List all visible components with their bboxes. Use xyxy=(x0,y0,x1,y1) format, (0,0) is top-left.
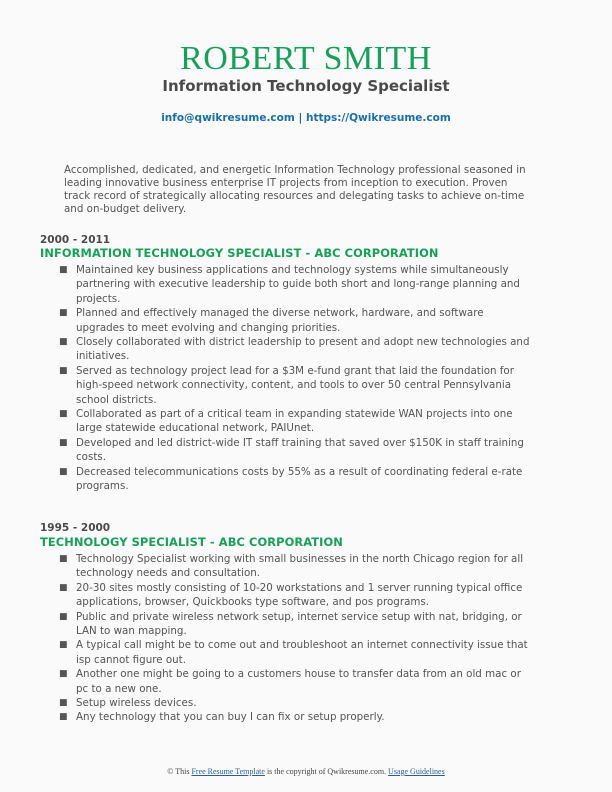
contact-separator: | xyxy=(298,112,303,124)
job-title: INFORMATION TECHNOLOGY SPECIALIST - ABC CORPORATION xyxy=(40,246,439,260)
bullet-icon: ■ xyxy=(59,308,68,319)
bullet-text: Developed and led district-wide IT staff training that saved over $150K in staff training costs. xyxy=(76,436,524,464)
job-dates: 2000 - 2011 xyxy=(40,234,111,246)
candidate-name: ROBERT SMITH xyxy=(180,40,432,77)
bullet-item xyxy=(0,581,530,610)
bullet-icon: ■ xyxy=(59,712,68,723)
bullet-text: Maintained key business applications and technology systems while simultaneously partnering with executive leadership to guide both short and long-range planning and projects. xyxy=(76,264,520,305)
bullet-icon: ■ xyxy=(59,409,68,420)
bullet-icon: ■ xyxy=(59,554,68,564)
job-title: TECHNOLOGY SPECIALIST - ABC CORPORATION xyxy=(40,535,343,549)
bullet-icon: ■ xyxy=(59,611,68,622)
bullet-item xyxy=(0,263,530,306)
email-link[interactable]: info@qwikresume.com xyxy=(161,112,295,124)
bullet-icon: ■ xyxy=(59,265,68,275)
website-link[interactable]: https://Qwikresume.com xyxy=(305,112,451,124)
bullet-icon: ■ xyxy=(59,365,68,376)
bullet-text: Any technology that you can buy I can fix or setup properly. xyxy=(76,711,385,724)
bullet-item xyxy=(0,696,530,710)
bullet-text: Technology Specialist working with small businesses in the north Chicago region for all technology needs and consultation. xyxy=(76,553,524,580)
summary-paragraph: Accomplished, dedicated, and energetic Information Technology professional seasoned in leading innovative business enterprise IT projects from inception to execution. Proven track record of strategically allocating resources and delegating tasks to achieve on-time and on-budget delivery. xyxy=(64,164,526,215)
bullet-text: Decreased telecommunications costs by 55% as a result of coordinating federal e-rate programs. xyxy=(76,465,523,493)
job-bullets xyxy=(0,552,530,725)
footer-copyright xyxy=(0,767,612,777)
bullet-icon: ■ xyxy=(59,640,68,651)
bullet-text: Setup wireless devices. xyxy=(76,697,197,710)
bullet-text: Another one might be going to a customers house to transfer data from an old mac or pc to a new one. xyxy=(76,668,521,695)
bullet-item xyxy=(0,465,530,494)
bullet-icon: ■ xyxy=(59,669,68,680)
bullet-item xyxy=(0,638,530,667)
bullet-item xyxy=(0,667,530,696)
bullet-item xyxy=(0,364,530,407)
footer-middle: is the copyright of Qwikresume.com. xyxy=(266,767,387,776)
bullet-icon: ■ xyxy=(59,698,68,709)
bullet-icon: ■ xyxy=(59,582,68,593)
bullet-item xyxy=(0,407,530,436)
bullet-text: Collaborated as part of a critical team in expanding statewide WAN projects into one large statewide educational network, PAIUnet. xyxy=(76,408,513,435)
bullet-item xyxy=(0,335,530,364)
bullet-item xyxy=(0,306,530,335)
usage-guidelines-link[interactable]: Usage Guidelines xyxy=(388,767,445,776)
bullet-item xyxy=(0,610,530,639)
bullet-item xyxy=(0,552,530,581)
bullet-text: 20-30 sites mostly consisting of 10-20 workstations and 1 server running typical office applications, browser, Quickbooks type software, and pos programs. xyxy=(76,581,523,609)
contact-line xyxy=(0,111,612,125)
candidate-role: Information Technology Specialist xyxy=(162,77,450,95)
bullet-icon: ■ xyxy=(59,466,68,477)
bullet-icon: ■ xyxy=(59,437,68,448)
bullet-item xyxy=(0,436,530,465)
bullet-text: Planned and effectively managed the diverse network, hardware, and software upgrades to meet evolving and changing priorities. xyxy=(76,307,484,334)
free-resume-template-link[interactable]: Free Resume Template xyxy=(191,767,265,776)
job-bullets xyxy=(0,263,530,494)
bullet-text: Served as technology project lead for a $3M e-fund grant that laid the foundation for high-speed network connectivity, content, and tools to over 50 central Pennsylvania school districts. xyxy=(76,364,514,406)
bullet-text: Closely collaborated with district leadership to present and adopt new technologies and initiatives. xyxy=(76,336,530,363)
job-dates: 1995 - 2000 xyxy=(40,522,111,534)
bullet-item xyxy=(0,710,530,724)
footer-prefix: © This xyxy=(167,767,190,776)
bullet-icon: ■ xyxy=(59,337,68,348)
bullet-text: A typical call might be to come out and troubleshoot an internet connectivity issue that isp cannot figure out. xyxy=(76,639,528,666)
bullet-text: Public and private wireless network setup, internet service setup with nat, bridging, or LAN to wan mapping. xyxy=(76,610,522,638)
